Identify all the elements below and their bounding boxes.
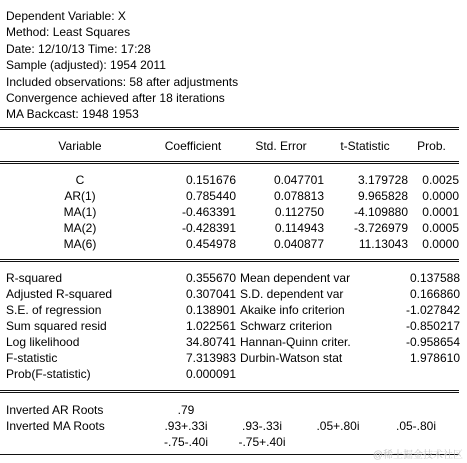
ar-roots-label: Inverted AR Roots [6,403,104,417]
cell-t-statistic: 11.13043 [358,237,408,251]
stats-row [0,350,467,366]
header-dependent-variable: Dependent Variable: X [6,9,126,23]
stat-label: Mean dependent var [240,271,351,285]
col-header-std-error: Std. Error [255,139,307,153]
cell-coefficient: 0.151676 [185,173,236,187]
cell-coefficient: 0.454978 [185,237,236,251]
stat-value: 34.80741 [185,335,236,349]
cell-t-statistic: 9.965828 [357,189,408,203]
cell-prob: 0.0005 [422,221,459,235]
cell-coefficient: 0.785440 [185,189,236,203]
ma-root-value: -.75+.40i [238,435,286,449]
stat-label: Prob(F-statistic) [6,367,91,381]
cell-std-error: 0.114943 [274,221,324,235]
cell-prob: 0.0001 [422,205,459,219]
stats-rule-2 [0,392,459,393]
stat-label: Schwarz criterion [240,319,333,333]
stat-value: 1.978610 [409,351,460,365]
table-row [0,220,467,236]
header-observations: Included observations: 58 after adjustments [6,74,239,89]
stat-value: -1.027842 [405,303,460,317]
table-body-rule-1 [0,259,459,260]
stat-value: 0.166860 [409,287,460,301]
header-date-time: Date: 12/10/13 Time: 17:28 [6,41,151,56]
ma-root-value: -.75-.40i [163,435,209,449]
stats-row [0,270,467,286]
ma-root-value: .05+.80i [316,419,360,433]
header-method: Method: Least Squares [6,25,131,40]
stat-label: Hannan-Quinn criter. [240,335,351,349]
cell-prob: 0.0000 [422,189,459,203]
header-sample: Sample (adjusted): 1954 2011 [6,58,166,73]
ma-root-value: .05-.80i [395,419,437,433]
cell-std-error: 0.040877 [273,237,324,251]
stat-label: Durbin-Watson stat [240,351,343,365]
stat-label: Akaike info criterion [240,303,345,317]
stat-value: 0.355670 [185,271,236,285]
ma-root-value: .93+.33i [164,419,208,433]
stat-value: 0.137588 [409,271,460,285]
cell-std-error: 0.112750 [274,205,324,219]
stat-value: 0.000091 [185,367,236,381]
table-row [0,172,467,188]
table-body-rule-2 [0,261,459,262]
ar-root-value: .79 [177,403,195,417]
table-header-rule-1 [0,161,459,162]
cell-coefficient: -0.463391 [181,205,236,219]
stat-label: Sum squared resid [6,319,107,333]
stat-value: -0.850217 [405,319,460,333]
stat-label: R-squared [6,271,63,285]
table-header-row [0,138,467,154]
col-header-prob: Prob. [417,139,446,153]
stat-label: S.D. dependent var [240,287,344,301]
cell-std-error: 0.078813 [273,189,324,203]
stats-row [0,366,467,382]
header-convergence: Convergence achieved after 18 iterations [6,91,225,106]
cell-t-statistic: -4.109880 [353,205,408,219]
table-row [0,236,467,252]
stat-value: 1.022561 [185,319,236,333]
stat-label: Adjusted R-squared [6,287,113,301]
cell-variable: MA(6) [63,237,97,251]
stats-row [0,302,467,318]
table-row [0,204,467,220]
stats-row [0,286,467,302]
cell-variable: AR(1) [64,189,96,203]
stats-row [0,334,467,350]
cell-prob: 0.0000 [422,237,459,251]
ma-roots-label: Inverted MA Roots [6,419,105,433]
col-header-variable: Variable [58,139,102,153]
stat-value: 0.138901 [185,303,236,317]
cell-t-statistic: 3.179728 [357,173,408,187]
table-row [0,188,467,204]
cell-std-error: 0.047701 [273,173,324,187]
ma-root-value: .93-.33i [241,419,283,433]
stats-row [0,318,467,334]
cell-variable: MA(2) [63,221,97,235]
stat-label: F-statistic [6,351,58,365]
stats-rule-1 [0,390,459,391]
regression-header [6,8,238,123]
cell-t-statistic: -3.726979 [353,221,408,235]
stat-value: 7.313983 [185,351,236,365]
col-header-t-statistic: t-Statistic [340,139,390,153]
cell-variable: MA(1) [63,205,97,219]
stat-value: -0.958654 [405,335,460,349]
ma-roots-row [0,418,467,434]
table-header-rule-2 [0,163,459,164]
col-header-coefficient: Coefficient [164,139,222,153]
stat-value: 0.307041 [185,287,236,301]
ar-roots-row [0,402,467,418]
table-top-rule-2 [0,129,459,130]
stat-label: S.E. of regression [6,303,102,317]
table-top-rule-1 [0,127,459,128]
cell-coefficient: -0.428391 [181,221,236,235]
header-ma-backcast: MA Backcast: 1948 1953 [6,107,139,122]
stat-label: Log likelihood [6,335,80,349]
cell-variable: C [75,173,85,187]
cell-prob: 0.0025 [422,173,459,187]
watermark: @稀土掘金技术社区 [372,450,463,461]
